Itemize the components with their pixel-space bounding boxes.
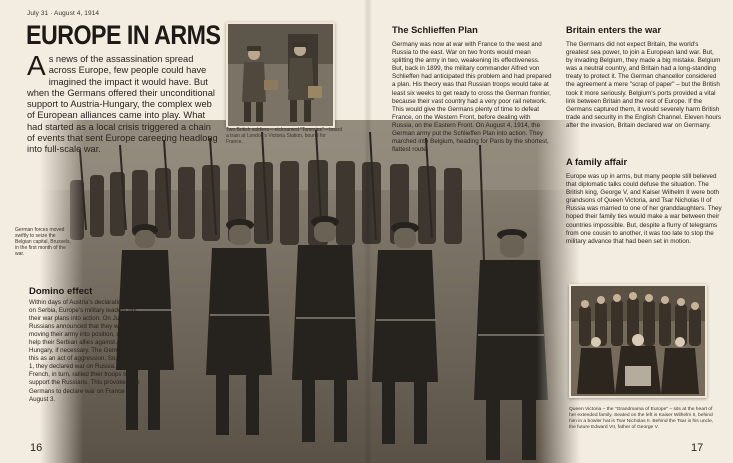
royal-family-caption: Queen Victoria – the "Grandmama of Europe" – sits at the heart of her extended family. Seated on the left is Kaiser Wilhelm II, behind him in a bowler hat is Tsar Nicholas II. Behind the Tsar is his uncle, the future Edward VII, father of George V. [569, 407, 714, 431]
intro-text: s news of the assassination spread across Europe, few people could have imagined the impact it would have. But when the Germans offered their unconditional support to Austria-Hungary, the complex web of European alliances came into play. What had started as a local crisis triggered a chain of events that sent Europe careering headlong into full-scale war. [27, 54, 218, 155]
royal-family-photo [569, 284, 707, 398]
book-gutter [364, 0, 372, 463]
tommies-photo [226, 22, 335, 128]
schlieffen-body: Germany was now at war with France to the west and Russia to the east. War on two fronts would mean splitting the army in two, weakening its effectiveness. But, back in 1899, the military commander Alfred von Schlieffen had anticipated this problem and had prepared a plan. His theory was that Russian troops would take at least six weeks to get ready to cross the German frontier, because their vast country had a very poor rail network. This would give the Germans plenty of time to defeat France, on the Western Front, before dealing with Russia, on the Eastern Front. On August 4, 1914, the German army put the Schlieffen Plan into action. They marched into Belgium, heading for Paris by the shortest, flattest route. [392, 41, 552, 154]
marching-soldiers-photo [40, 120, 580, 463]
march-caption: German forces moved swiftly to seize the Belgian capital, Brussels, in the first month of the war. [15, 227, 71, 257]
royal-family-illustration [571, 286, 705, 396]
family-heading: A family affair [566, 157, 628, 167]
date-range: July 31 · August 4, 1914 [27, 10, 100, 17]
britain-body: The Germans did not expect Britain, the world's greatest sea power, to join a European land war. But, by invading Belgium, they made a big mistake. Belgium was a neutral country, and Britain had a long-standing treaty to protect it. The German chancellor considered the agreement a mere "scrap of paper" – but the British took it more seriously. Belgium's ports provided a vital link between Britain and the rest of Europe. If the Germans captured them, it would severely harm British trade and security in the English Channel. Eleven hours after the invasion, Britain declared war on Germany. [566, 41, 722, 129]
tommies-illustration [228, 24, 333, 126]
tommies-caption: Two British soldiers – nicknamed "Tommies" – board a train at London's Victoria Station, bound for France. [226, 127, 343, 146]
intro-paragraph [27, 50, 220, 156]
schlieffen-heading: The Schlieffen Plan [392, 25, 478, 35]
page-number-left: 16 [30, 442, 43, 454]
page-number-right: 17 [691, 442, 704, 454]
domino-heading: Domino effect [29, 286, 93, 297]
marching-soldiers-illustration [40, 120, 580, 463]
intro-dropcap: A [27, 50, 46, 81]
page-title: EUROPE IN ARMS [26, 20, 221, 50]
domino-body: Within days of Austria's declaration of war on Serbia, Europe's military leaders put their war plans into action. On July 31, the Russians announced that they were moving their army into position, ready to help their Serbian allies against Austria-Hungary, if necessary. The Germans saw this as an act of aggression. So, on August 1, they declared war on Russia. The French, in turn, rallied their troops to support the Russians. This provoked the Germans to declare war on France on August 3. [29, 299, 147, 403]
family-body: Europe was up in arms, but many people still believed that diplomatic talks could defuse the situation. The British king, George V, and Kaiser Wilhelm II were both grandsons of Queen Victoria, and Tsar Nicholas II of Russia was married to one of her granddaughters. They hoped their family ties would make a war between their countries impossible. But, despite a flurry of telegrams from one cousin to another, it was too late to stop the military advance that had been set in motion. [566, 173, 722, 245]
britain-heading: Britain enters the war [566, 25, 662, 35]
